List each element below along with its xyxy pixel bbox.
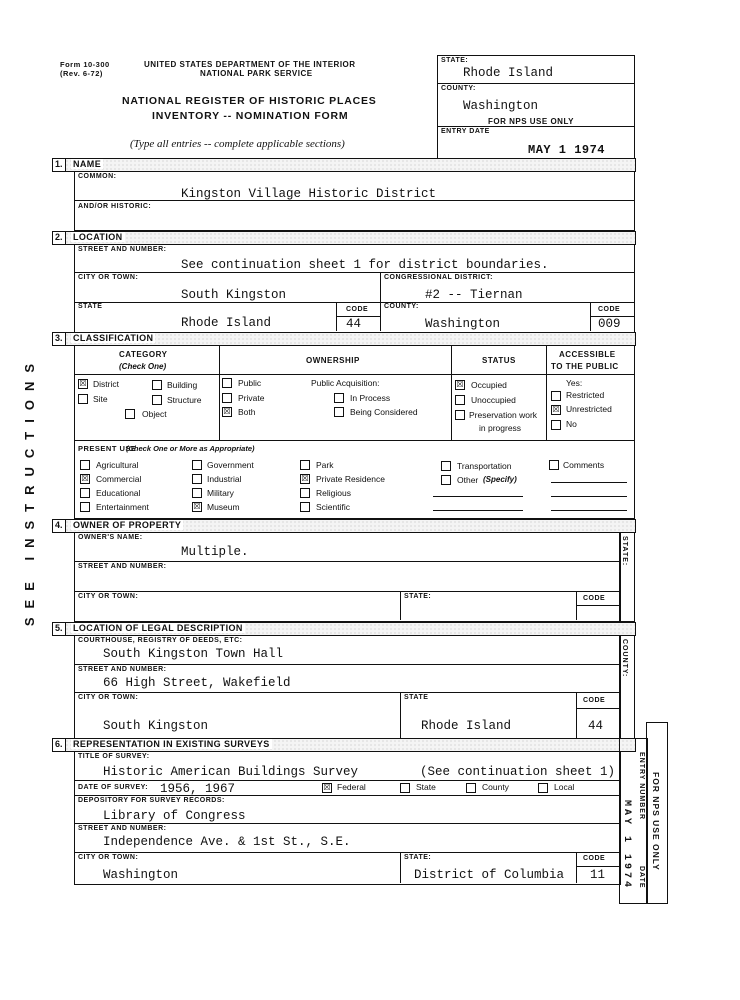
location-city-label: CITY OR TOWN:: [78, 274, 139, 281]
legal-city-label: CITY OR TOWN:: [78, 694, 139, 701]
department-name: UNITED STATES DEPARTMENT OF THE INTERIOR: [144, 60, 356, 69]
section-3-bar: [52, 332, 636, 346]
use-private-residence-label: Private Residence: [316, 474, 385, 484]
survey-federal-label: Federal: [337, 782, 366, 792]
location-state-label: STATE: [78, 303, 103, 310]
category-building-label: Building: [167, 380, 198, 390]
ownership-both-label: Both: [238, 407, 256, 417]
survey-continuation-note: (See continuation sheet 1): [420, 765, 616, 779]
legal-state-value: Rhode Island: [421, 719, 512, 733]
category-district-checkbox[interactable]: ☒: [79, 379, 87, 388]
use-government-checkbox[interactable]: [192, 460, 202, 470]
nps-use-only: FOR NPS USE ONLY: [488, 117, 574, 126]
legal-city-value: South Kingston: [103, 719, 209, 733]
use-transportation-label: Transportation: [457, 461, 512, 471]
common-name-value: Kingston Village Historic District: [181, 187, 437, 201]
depository-city-label: CITY OR TOWN:: [78, 854, 139, 861]
use-park-checkbox[interactable]: [300, 460, 310, 470]
use-entertainment-label: Entertainment: [96, 502, 149, 512]
section-2-bar: [52, 231, 636, 245]
section-2-number: 2.: [53, 232, 66, 244]
county-code-label: CODE: [598, 306, 621, 313]
owner-name-value: Multiple.: [181, 545, 249, 559]
side-date-label: DATE: [638, 866, 645, 889]
survey-date-value: 1956, 1967: [160, 782, 236, 796]
section-1-number: 1.: [53, 159, 66, 171]
category-site-checkbox[interactable]: [78, 394, 88, 404]
ownership-private-label: Private: [238, 393, 265, 403]
depository-city-value: Washington: [103, 868, 179, 882]
accessible-no-checkbox[interactable]: [551, 420, 561, 430]
owner-state-label: STATE:: [404, 593, 432, 600]
category-object-label: Object: [142, 409, 167, 419]
location-city-value: South Kingston: [181, 288, 287, 302]
section-5-title: LOCATION OF LEGAL DESCRIPTION: [73, 623, 243, 633]
use-religious-label: Religious: [316, 488, 351, 498]
category-structure-checkbox[interactable]: [152, 395, 162, 405]
section-3-title: CLASSIFICATION: [73, 333, 154, 343]
category-structure-label: Structure: [167, 395, 202, 405]
use-agricultural-checkbox[interactable]: [80, 460, 90, 470]
use-scientific-label: Scientific: [316, 502, 351, 512]
category-site-label: Site: [93, 394, 108, 404]
use-commercial-label: Commercial: [96, 474, 142, 484]
accessible-unrestricted-checkbox[interactable]: ☒: [552, 405, 560, 414]
public-acquisition-label: Public Acquisition:: [311, 378, 380, 388]
location-street-value: See continuation sheet 1 for district boundaries.: [181, 258, 549, 272]
location-street-label: STREET AND NUMBER:: [78, 246, 167, 253]
use-entertainment-checkbox[interactable]: [80, 502, 90, 512]
nps-state-label: STATE:: [441, 57, 469, 64]
use-industrial-checkbox[interactable]: [192, 474, 202, 484]
category-object-checkbox[interactable]: [125, 409, 135, 419]
status-preservation-label: Preservation work: [469, 410, 538, 420]
ownership-public-label: Public: [238, 378, 262, 388]
depository-state-value: District of Columbia: [414, 868, 565, 882]
location-county-label: COUNTY:: [384, 303, 419, 310]
section-5-number: 5.: [53, 623, 66, 635]
courthouse-value: South Kingston Town Hall: [103, 647, 284, 661]
see-instructions-side-text: SEE INSTRUCTIONS: [22, 355, 37, 627]
courthouse-label: COURTHOUSE, REGISTRY OF DEEDS, ETC:: [78, 637, 243, 644]
section-1-title: NAME: [73, 159, 102, 169]
legal-side-county-label: COUNTY:: [621, 639, 628, 678]
category-district-label: District: [93, 379, 119, 389]
survey-county-label: County: [482, 782, 509, 792]
status-occupied-checkbox[interactable]: ☒: [456, 380, 464, 389]
survey-state-label: State: [416, 782, 436, 792]
location-county-value: Washington: [425, 317, 501, 331]
status-unoccupied-checkbox[interactable]: [455, 395, 465, 405]
status-occupied-label: Occupied: [471, 380, 507, 390]
section-6-bar: [52, 738, 636, 752]
section-2-title: LOCATION: [73, 232, 123, 242]
survey-federal-checkbox[interactable]: ☒: [323, 783, 331, 792]
ownership-both-checkbox[interactable]: ☒: [223, 407, 231, 416]
form-title-line-2: INVENTORY -- NOMINATION FORM: [152, 110, 349, 122]
acq-in-process-checkbox[interactable]: [334, 393, 344, 403]
use-other-label: Other: [457, 475, 479, 485]
form-revision: (Rev. 6-72): [60, 69, 103, 78]
depository-street-label: STREET AND NUMBER:: [78, 825, 167, 832]
use-military-label: Military: [207, 488, 234, 498]
legal-street-label: STREET AND NUMBER:: [78, 666, 167, 673]
congressional-district-label: CONGRESSIONAL DISTRICT:: [384, 274, 493, 281]
location-state-value: Rhode Island: [181, 316, 272, 330]
accessible-no-label: No: [566, 419, 577, 429]
county-code-value: 009: [598, 317, 621, 331]
ownership-public-checkbox[interactable]: [222, 378, 232, 388]
section-6-number: 6.: [53, 739, 66, 751]
entry-date-stamp: MAY 1 1974: [528, 143, 606, 157]
legal-state-label: STATE: [404, 694, 429, 701]
survey-title-value: Historic American Buildings Survey: [103, 765, 359, 779]
survey-local-label: Local: [554, 782, 575, 792]
status-label: STATUS: [482, 356, 516, 365]
use-educational-checkbox[interactable]: [80, 488, 90, 498]
type-instruction: (Type all entries -- complete applicable sections): [130, 138, 345, 150]
accessible-restricted-label: Restricted: [566, 390, 605, 400]
accessible-label-2: TO THE PUBLIC: [551, 362, 619, 371]
accessible-unrestricted-label: Unrestricted: [566, 404, 612, 414]
use-park-label: Park: [316, 460, 334, 470]
section-4-bar: [52, 519, 636, 533]
status-preservation-checkbox[interactable]: [455, 410, 465, 420]
side-entry-number-label: ENTRY NUMBER: [638, 752, 645, 821]
side-nps-use-label: FOR NPS USE ONLY: [651, 772, 661, 871]
location-code-label: CODE: [346, 306, 369, 313]
common-label: COMMON:: [78, 173, 117, 180]
check-one-label: (Check One): [119, 362, 167, 371]
section-6-title: REPRESENTATION IN EXISTING SURVEYS: [73, 739, 270, 749]
depository-state-label: STATE:: [404, 854, 432, 861]
depository-value: Library of Congress: [103, 809, 246, 823]
use-comments-label: Comments: [563, 460, 605, 470]
use-other-specify: (Specify): [483, 475, 517, 484]
use-military-checkbox[interactable]: [192, 488, 202, 498]
ownership-private-checkbox[interactable]: [222, 393, 232, 403]
use-government-label: Government: [207, 460, 254, 470]
legal-street-value: 66 High Street, Wakefield: [103, 676, 291, 690]
section-1-bar: [52, 158, 636, 172]
use-comments-checkbox[interactable]: [549, 460, 559, 470]
present-use-label: PRESENT USE: [78, 444, 137, 453]
use-educational-label: Educational: [96, 488, 141, 498]
use-private-residence-checkbox[interactable]: ☒: [301, 474, 309, 483]
nps-county-label: COUNTY:: [441, 85, 476, 92]
status-in-progress-label: in progress: [479, 423, 522, 433]
section-3-number: 3.: [53, 333, 66, 345]
depository-code-value: 11: [590, 868, 606, 882]
form-number: Form 10-300: [60, 60, 110, 69]
status-unoccupied-label: Unoccupied: [471, 395, 516, 405]
acq-being-considered-checkbox[interactable]: [334, 407, 344, 417]
nps-county-value: Washington: [463, 99, 539, 113]
owner-side-state-label: STATE:: [621, 536, 628, 567]
use-museum-label: Museum: [207, 502, 240, 512]
depository-label: DEPOSITORY FOR SURVEY RECORDS:: [78, 797, 225, 804]
owner-code-label: CODE: [583, 595, 606, 602]
use-other-checkbox[interactable]: [441, 475, 451, 485]
ownership-label: OWNERSHIP: [306, 356, 360, 365]
use-religious-checkbox[interactable]: [300, 488, 310, 498]
service-name: NATIONAL PARK SERVICE: [200, 69, 313, 78]
side-date-stamp: MAY 1 1974: [621, 800, 632, 891]
legal-code-label: CODE: [583, 697, 606, 704]
use-agricultural-label: Agricultural: [96, 460, 139, 470]
category-building-checkbox[interactable]: [152, 380, 162, 390]
section-4-number: 4.: [53, 520, 66, 532]
name-box: [74, 171, 635, 231]
andor-historic-label: AND/OR HISTORIC:: [78, 203, 152, 210]
nps-state-value: Rhode Island: [463, 66, 554, 80]
survey-state-checkbox[interactable]: [400, 783, 410, 793]
acq-in-process-label: In Process: [350, 393, 391, 403]
congressional-district-value: #2 -- Tiernan: [425, 288, 523, 302]
category-label: CATEGORY: [119, 350, 168, 359]
present-use-note: (Check One or More as Appropriate): [126, 444, 255, 453]
acq-being-considered-label: Being Considered: [350, 407, 418, 417]
owner-street-label: STREET AND NUMBER:: [78, 563, 167, 570]
depository-street-value: Independence Ave. & 1st St., S.E.: [103, 835, 351, 849]
survey-title-label: TITLE OF SURVEY:: [78, 753, 150, 760]
use-industrial-label: Industrial: [207, 474, 242, 484]
accessible-restricted-checkbox[interactable]: [551, 391, 561, 401]
entry-date-label: ENTRY DATE: [441, 128, 490, 135]
use-museum-checkbox[interactable]: ☒: [193, 502, 201, 511]
legal-code-value: 44: [588, 719, 604, 733]
location-code-value: 44: [346, 317, 362, 331]
survey-county-checkbox[interactable]: [466, 783, 476, 793]
use-transportation-checkbox[interactable]: [441, 461, 451, 471]
owner-city-label: CITY OR TOWN:: [78, 593, 139, 600]
owner-name-label: OWNER'S NAME:: [78, 534, 143, 541]
use-commercial-checkbox[interactable]: ☒: [81, 474, 89, 483]
classification-box: [74, 345, 635, 519]
survey-date-label: DATE OF SURVEY:: [78, 784, 149, 791]
use-scientific-checkbox[interactable]: [300, 502, 310, 512]
section-4-title: OWNER OF PROPERTY: [73, 520, 182, 530]
depository-code-label: CODE: [583, 855, 606, 862]
accessible-label-1: ACCESSIBLE: [559, 350, 616, 359]
section-5-bar: [52, 622, 636, 636]
form-title-line-1: NATIONAL REGISTER OF HISTORIC PLACES: [122, 95, 377, 107]
accessible-yes-label: Yes:: [566, 378, 583, 388]
owner-box: [74, 532, 621, 622]
survey-local-checkbox[interactable]: [538, 783, 548, 793]
